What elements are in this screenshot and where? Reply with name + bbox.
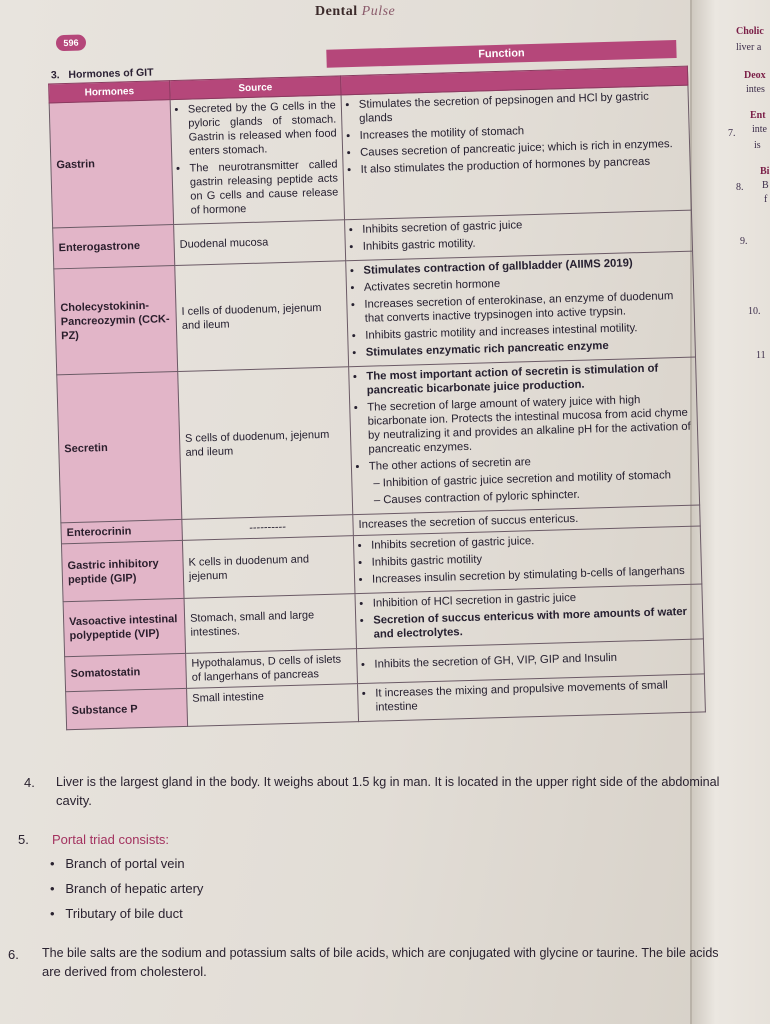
hormone-source: Stomach, small and large intestines. xyxy=(184,594,356,654)
function-item: • Inhibition of HCl secretion in gastric juice xyxy=(373,588,697,611)
function-item: • The secretion of large amount of watery juice with high bicarbonate ion. Protects the intestinal mucosa from acid chyme by neutralizing it and provides an alkaline pH for the activation of pancreatic enzymes. xyxy=(367,392,692,457)
table-row xyxy=(54,251,696,375)
hormone-name: Enterogastrone xyxy=(53,225,175,269)
function-item: • Inhibits secretion of gastric juice xyxy=(362,214,686,237)
hormone-source: K cells in duodenum and jejenum xyxy=(182,536,355,599)
function-item: • Causes secretion of pancreatic juice; which is rich in enzymes. xyxy=(360,137,684,160)
source-item: • The neurotransmitter called gastrin releasing peptide acts on G cells and cause release of hormone xyxy=(189,157,339,217)
function-item: • The most important action of secretin is stimulation of pancreatic bicarbonate juice production. xyxy=(366,361,691,398)
point-title: Portal triad consists: xyxy=(52,832,170,847)
source-item: • Secreted by the G cells in the pyloric glands of stomach. Gastrin is released when food enters stomach. xyxy=(188,98,338,158)
facing-text: Cholic xyxy=(736,26,764,37)
function-item: • The other actions of secretin are xyxy=(369,451,693,474)
facing-text: Bi xyxy=(760,166,770,177)
function-item: • Inhibits gastric motility. xyxy=(363,231,687,254)
facing-text: intes xyxy=(746,84,765,95)
point-text: are derived from cholesterol. xyxy=(42,964,207,979)
table-row xyxy=(57,357,700,523)
function-item: • Increases secretion of enterokinase, an enzyme of duodenum that converts inactive trypsinogen into active trypsin. xyxy=(364,289,689,326)
hormone-name: Enterocrinin xyxy=(61,519,183,543)
sub-function-item: – Causes contraction of pyloric sphincter. xyxy=(374,485,694,508)
function-item: • Activates secretin hormone xyxy=(364,272,688,295)
point-text: The bile salts are the sodium and potassium salts of bile acids, which are conjugated with glycine or taurine. The bile acids xyxy=(42,946,719,960)
hormone-function xyxy=(341,85,691,220)
page-number-badge: 596 xyxy=(56,34,86,51)
function-item: • Increases insulin secretion by stimulating b-cells of langerhans xyxy=(372,564,696,587)
hormone-function: Increases the secretion of succus entericus. xyxy=(353,505,700,536)
hormone-function xyxy=(355,584,703,649)
facing-text: Ent xyxy=(750,110,766,121)
hormone-name: Cholecystokinin-Pancreozymin (CCK-PZ) xyxy=(54,266,178,375)
facing-number: 11 xyxy=(756,350,766,361)
function-item: • Inhibits gastric motility xyxy=(371,547,695,570)
hormone-name: Substance P xyxy=(66,688,188,729)
point-number: 5. xyxy=(18,832,29,847)
hormone-source: S cells of duodenum, jejenum and ileum xyxy=(178,367,353,520)
point-number: 6. xyxy=(8,947,19,962)
list-item: • Tributary of bile duct xyxy=(50,906,183,921)
hormone-name: Gastrin xyxy=(49,100,173,228)
facing-text: liver a xyxy=(736,42,762,53)
function-item: • Stimulates enzymatic rich pancreatic enzyme xyxy=(366,337,690,360)
hormone-source xyxy=(170,95,344,225)
point-text: Liver is the largest gland in the body. It weighs about 1.5 kg in man. It is located in the upper right side of the abdominal xyxy=(56,775,720,789)
facing-number: 10. xyxy=(748,306,761,317)
section-title: 3. Hormones of GIT xyxy=(50,66,154,82)
facing-number: 9. xyxy=(740,236,748,247)
facing-number: 8. xyxy=(736,182,744,193)
facing-page xyxy=(690,0,770,1024)
function-item: • Stimulates the secretion of pepsinogen and HCl by gastric glands xyxy=(359,89,684,126)
hormones-table xyxy=(48,66,706,731)
column-header-source: Source xyxy=(170,76,341,100)
hormone-name: Vasoactive intestinal polypeptide (VIP) xyxy=(63,598,185,656)
function-item: • Inhibits the secretion of GH, VIP, GIP and Insulin xyxy=(374,648,698,671)
facing-text: is xyxy=(754,140,761,151)
hormone-function xyxy=(349,357,700,515)
hormone-name: Secretin xyxy=(57,372,182,523)
hormone-source: Small intestine xyxy=(187,684,359,727)
point-number: 4. xyxy=(24,775,35,790)
function-item: • Secretion of succus entericus with more amounts of water and electrolytes. xyxy=(373,605,698,642)
hormone-table-region xyxy=(20,12,700,760)
list-item: • Branch of hepatic artery xyxy=(50,881,204,896)
facing-text: Deox xyxy=(744,70,766,81)
hormone-function xyxy=(353,526,701,594)
facing-number: 7. xyxy=(728,128,736,139)
table-row xyxy=(49,85,691,228)
hormone-source: ---------- xyxy=(182,515,354,541)
function-item: • Inhibits secretion of gastric juice. xyxy=(371,530,695,553)
hormone-name: Somatostatin xyxy=(65,653,187,691)
hormone-source: Hypothalamus, D cells of islets of langerhans of pancreas xyxy=(186,649,358,689)
hormone-function xyxy=(346,251,696,367)
hormone-source: Duodenal mucosa xyxy=(174,220,346,266)
function-item: • It also stimulates the production of hormones by pancreas xyxy=(360,154,684,177)
hormone-name: Gastric inhibitory peptide (GIP) xyxy=(61,540,184,601)
column-header-hormones: Hormones xyxy=(49,81,170,103)
function-item: • Increases the motility of stomach xyxy=(360,120,684,143)
facing-text: B xyxy=(762,180,769,191)
function-header-bar: Function xyxy=(326,40,676,68)
facing-text: inte xyxy=(752,124,767,135)
list-item: • Branch of portal vein xyxy=(50,856,185,871)
function-item: • It increases the mixing and propulsive movements of small intestine xyxy=(375,678,700,715)
point-text: cavity. xyxy=(56,793,92,808)
running-header: Dental Pulse xyxy=(315,4,396,19)
facing-text: f xyxy=(764,194,768,205)
function-item: • Stimulates contraction of gallbladder (AIIMS 2019) xyxy=(363,255,687,278)
hormone-source: I cells of duodenum, jejenum and ileum xyxy=(175,261,349,372)
sub-function-item: – Inhibition of gastric juice secretion and motility of stomach xyxy=(373,468,693,491)
function-item: • Inhibits gastric motility and increases intestinal motility. xyxy=(365,320,689,343)
